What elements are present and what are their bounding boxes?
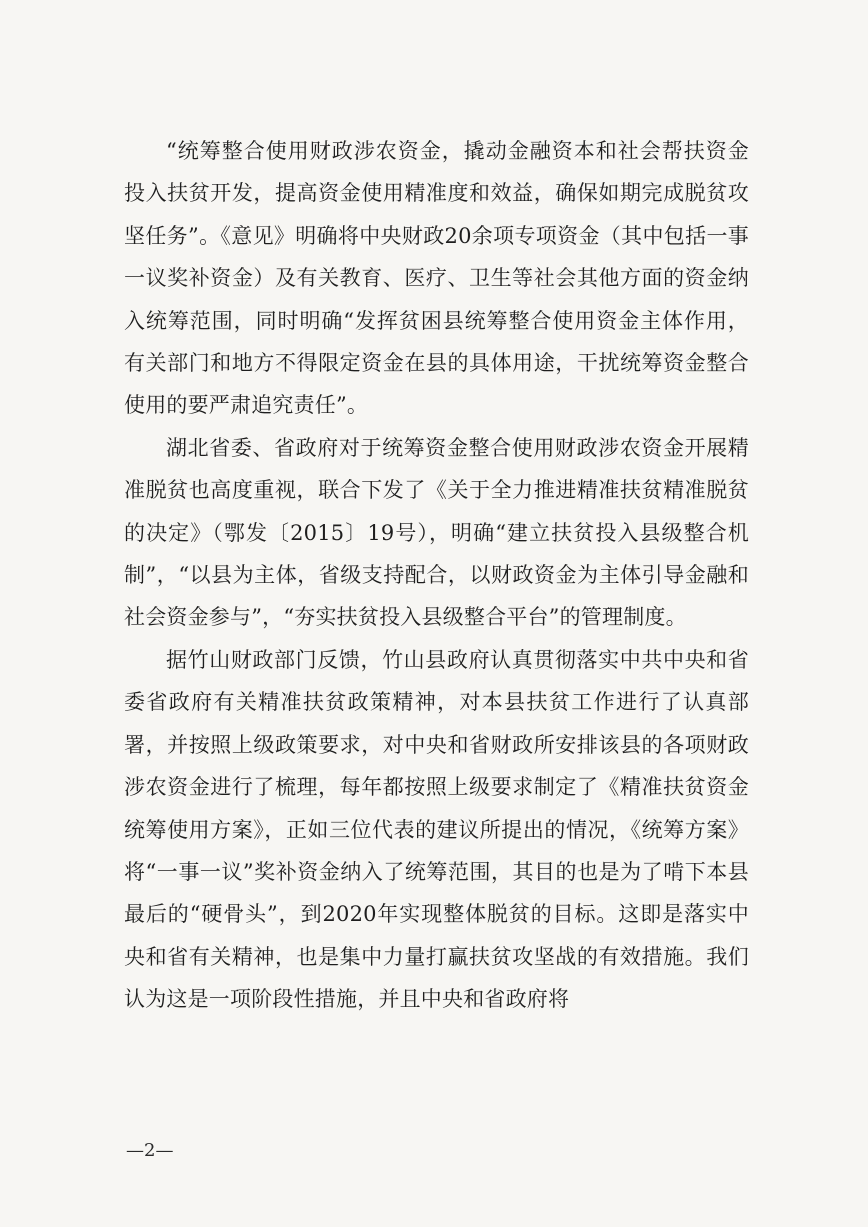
paragraph-3: 据竹山财政部门反馈，竹山县政府认真贯彻落实中共中央和省委省政府有关精准扶贫政策精神，对本县扶贫工作进行了认真部署，并按照上级政策要求，对中央和省财政所安排该县的各项财政涉农资金进行了梳理，每年都按照上级要求制定了《精准扶贫资金统筹使用方案》，正如三位代表的建议所提出的情况，《统筹方案》将“一事一议”奖补资金纳入了统筹范围，其目的也是为了啃下本县最后的“硬骨头”，到2020年实现整体脱贫的目标。这即是落实中央和省有关精神，也是集中力量打赢扶贫攻坚战的有效措施。我们认为这是一项阶段性措施，并且中央和省政府将	[124, 647, 749, 1012]
document-body	[124, 130, 749, 1021]
paragraph-1: “统筹整合使用财政涉农资金，撬动金融资本和社会帮扶资金投入扶贫开发，提高资金使用精准度和效益，确保如期完成脱贫攻坚任务”。《意见》明确将中央财政20余项专项资金（其中包括一事一议奖补资金）及有关教育、医疗、卫生等社会其他方面的资金纳入统筹范围，同时明确“发挥贫困县统筹整合使用资金主体作用，有关部门和地方不得限定资金在县的具体用途，干扰统筹资金整合使用的要严肃追究责任”。	[124, 139, 749, 418]
paragraph-2: 湖北省委、省政府对于统筹资金整合使用财政涉农资金开展精准脱贫也高度重视，联合下发了《关于全力推进精准扶贫精准脱贫的决定》（鄂发〔2015〕19号），明确“建立扶贫投入县级整合机制”，“以县为主体，省级支持配合，以财政资金为主体引导金融和社会资金参与”，“夯实扶贫投入县级整合平台”的管理制度。	[124, 435, 749, 630]
page-number: —2—	[126, 1140, 174, 1161]
